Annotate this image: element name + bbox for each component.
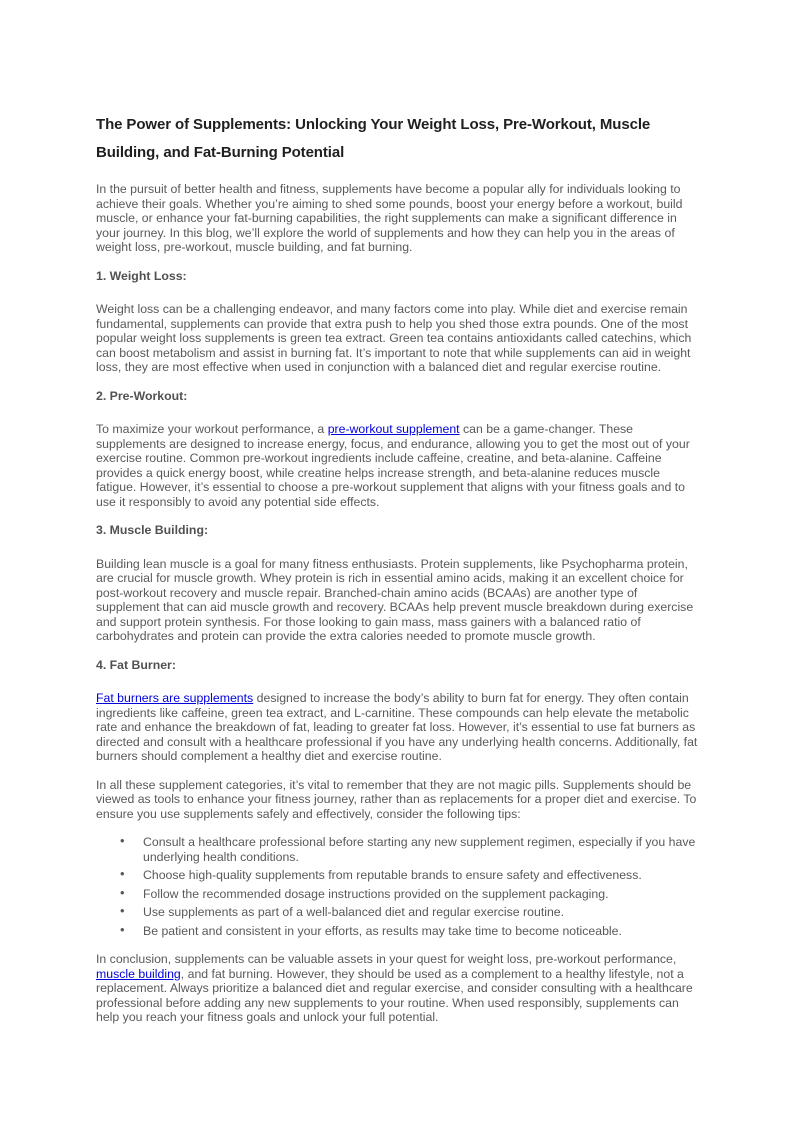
- section-paragraph-muscle-building: [96, 557, 698, 644]
- tip-item: • Consult a healthcare professional before starting any new supplement regimen, especially if you have underlying health conditions.: [143, 835, 698, 864]
- paragraph-text: can be a game-changer. These supplements are designed to increase energy, focus, and endurance, allowing you to get the most out of your exercise routine. Common pre-workout ingredients include caffeine, creatine, and beta-alanine. Caffeine provides a quick energy boost, while creatine helps increase strength, and beta-alanine reduces muscle fatigue. However, it’s essential to choose a pre-workout supplement that aligns with your fitness goals and to use it responsibly to avoid any potential side effects.: [96, 422, 690, 509]
- section-heading-fat-burner: 4. Fat Burner:: [96, 657, 176, 672]
- intro-paragraph: In the pursuit of better health and fitness, supplements have become a popular ally for individuals looking to achieve their goals. Whether you’re aiming to shed some pounds, boost your energy before a workout, build muscle, or enhance your fat-burning capabilities, the right supplements can make a significant difference in your journey. In this blog, we’ll explore the world of supplements and how they can help you in the areas of weight loss, pre-workout, muscle building, and fat burning.: [96, 182, 683, 254]
- section-paragraph-weight-loss: [96, 302, 698, 375]
- muscle-building-link[interactable]: muscle building: [96, 966, 181, 981]
- tip-item: • Use supplements as part of a well-balanced diet and regular exercise routine.: [143, 905, 698, 920]
- paragraph-text: Weight loss can be a challenging endeavor, and many factors come into play. While diet and exercise remain fundamental, supplements can provide that extra push to help you shed those extra pounds. One of the most popular weight loss supplements is green tea extract. Green tea contains antioxidants called catechins, which can boost metabolism and assist in burning fat. It’s important to note that while supplements can aid in weight loss, they are most effective when used in conjunction with a balanced diet and regular exercise routine.: [96, 302, 692, 374]
- section-paragraph-pre-workout: [96, 422, 698, 509]
- paragraph-text: designed to increase the body’s ability to burn fat for energy. They often contain ingredients like caffeine, green tea extract, and L-carnitine. These compounds can help elevate the metabolic rate and enhance the breakdown of fat, leading to greater fat loss. However, it’s essential to use fat burners as directed and consult with a healthcare professional if you have any underlying health concerns. Additionally, fat burners should complement a healthy diet and exercise routine.: [96, 691, 698, 763]
- paragraph-text: , and fat burning. However, they should be used as a complement to a healthy lifestyle, not a replacement. Always prioritize a balanced diet and regular exercise, and consider consulting with a healthcare professional before adding any new supplements to your routine. When used responsibly, supplements can help you reach your fitness goals and unlock your full potential.: [96, 966, 693, 1024]
- section-heading-pre-workout: 2. Pre-Workout:: [96, 388, 188, 403]
- tip-item: • Follow the recommended dosage instructions provided on the supplement packaging.: [143, 887, 698, 902]
- fat-burners-link[interactable]: Fat burners are supplements: [96, 691, 254, 705]
- section-heading-muscle-building: 3. Muscle Building:: [96, 523, 209, 537]
- paragraph-text: In conclusion, supplements can be valuable assets in your quest for weight loss, pre-workout performance,: [96, 952, 677, 966]
- tip-item: • Choose high-quality supplements from reputable brands to ensure safety and effectiveness.: [143, 868, 698, 883]
- paragraph-text: To maximize your workout performance, a: [96, 422, 328, 436]
- pre-workout-supplement-link[interactable]: pre-workout supplement: [327, 422, 460, 436]
- paragraph-text: Building lean muscle is a goal for many fitness enthusiasts. Protein supplements, like Psychopharma protein, are crucial for muscle growth. Whey protein is rich in essential amino acids, making it an excellent choice for post-workout recovery and muscle repair. Branched-chain amino acids (BCAAs) are another type of supplement that can aid muscle growth and recovery. BCAAs help prevent muscle breakdown during exercise and support protein synthesis. For those looking to gain mass, mass gainers with a balanced ratio of carbohydrates and protein can provide the extra calories needed to promote muscle growth.: [96, 556, 694, 643]
- tips-intro-paragraph: In all these supplement categories, it’s vital to remember that they are not magic pills. Supplements should be viewed as tools to enhance your fitness journey, rather than as replacements for a proper diet and exercise. To ensure you use supplements safely and effectively, consider the following tips:: [96, 777, 697, 821]
- tips-list: [96, 835, 698, 938]
- section-paragraph-fat-burner: [96, 691, 698, 764]
- conclusion-paragraph: [96, 952, 698, 1025]
- tip-item: • Be patient and consistent in your efforts, as results may take time to become noticeable.: [143, 924, 698, 939]
- section-heading-weight-loss: 1. Weight Loss:: [96, 268, 187, 283]
- article-title: The Power of Supplements: Unlocking Your Weight Loss, Pre-Workout, Muscle Building, and Fat-Burning Potential: [96, 116, 651, 161]
